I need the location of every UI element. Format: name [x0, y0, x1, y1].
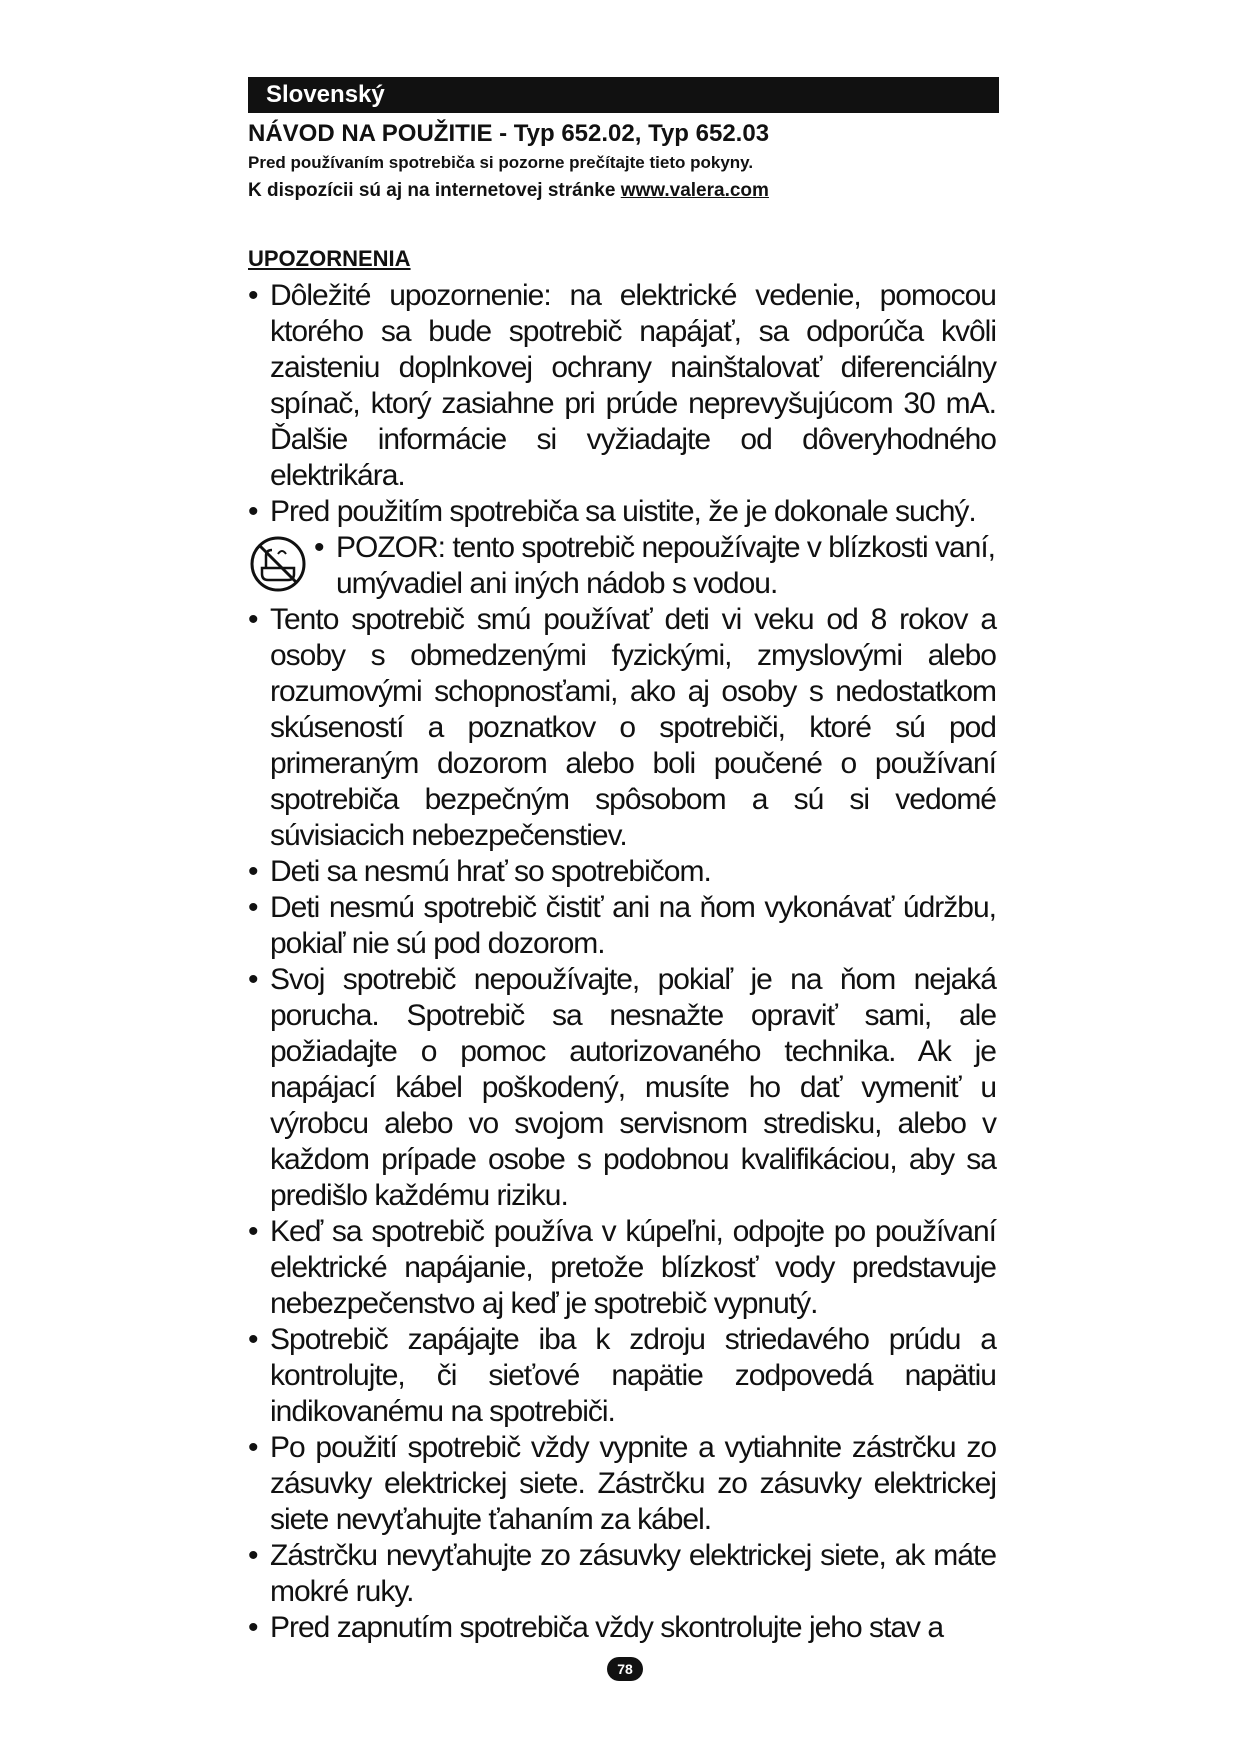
- language-label: Slovenský: [266, 81, 385, 108]
- bullet: •: [248, 891, 258, 924]
- warning-text: Dôležité upozornenie: na elektrické vedenie, pomocou ktorého sa bude spotrebič napájať, sa odporúča kvôli zaisteniu doplnkovej ochrany nainštalovať diferenciálny spínač, ktorý zasiahne pri prúde neprevyšujúcom 30 mA. Ďalšie informácie si vyžiadajte od dôveryhodného elektrikára.: [270, 279, 996, 492]
- warning-item: [248, 494, 996, 530]
- bullet: •: [248, 855, 258, 888]
- warning-item: [248, 1538, 996, 1610]
- manual-title: NÁVOD NA POUŽITIE - Typ 652.02, Typ 652.03: [248, 120, 770, 147]
- warning-item-bath: [248, 530, 996, 602]
- website-note: [248, 180, 769, 202]
- bullet: •: [248, 603, 258, 636]
- warning-item: [248, 1610, 996, 1646]
- bullet: •: [248, 963, 258, 996]
- warning-text: Tento spotrebič smú používať deti vi veku od 8 rokov a osoby s obmedzenými fyzickými, zmyslovými alebo rozumovými schopnosťami, ako aj osoby s nedostatkom skúseností a poznatkov o spotrebiči, ktoré sú pod primeraným dozorom alebo boli poučené o používaní spotrebiča bezpečným spôsobom a sú si vedomé súvisiacich nebezpečenstiev.: [270, 603, 996, 852]
- bullet: •: [248, 279, 258, 312]
- warning-text: Svoj spotrebič nepoužívajte, pokiaľ je na ňom nejaká porucha. Spotrebič sa nesnažte opraviť sami, ale požiadajte o pomoc autorizovaného technika. Ak je napájací kábel poškodený, musíte ho dať vymeniť u výrobcu alebo vo svojom servisnom stredisku, alebo v každom prípade osobe s podobnou kvalifikáciou, aby sa predišlo každému riziku.: [270, 963, 996, 1212]
- read-instructions-note: Pred používaním spotrebiča si pozorne prečítajte tieto pokyny.: [248, 153, 754, 172]
- bullet: •: [248, 1431, 258, 1464]
- warning-text: Spotrebič zapájajte iba k zdroju striedavého prúdu a kontrolujte, či sieťové napätie zodpovedá napätiu indikovanému na spotrebiči.: [270, 1323, 996, 1428]
- warning-text: Deti nesmú spotrebič čistiť ani na ňom vykonávať údržbu, pokiaľ nie sú pod dozorom.: [270, 891, 996, 960]
- bullet: •: [248, 1539, 258, 1572]
- bullet: •: [248, 1611, 258, 1644]
- no-bathtub-icon: [248, 534, 308, 594]
- bullet: •: [314, 531, 324, 564]
- warning-text: Keď sa spotrebič používa v kúpeľni, odpojte po používaní elektrické napájanie, pretože blízkosť vody predstavuje nebezpečenstvo aj keď je spotrebič vypnutý.: [270, 1215, 996, 1320]
- warning-item: [248, 278, 996, 494]
- warning-text: Po použití spotrebič vždy vypnite a vytiahnite zástrčku zo zásuvky elektrickej siete. Zástrčku zo zásuvky elektrickej siete nevyťahujte ťahaním za kábel.: [270, 1431, 996, 1536]
- warning-item: [248, 962, 996, 1214]
- bullet: •: [248, 495, 258, 528]
- warning-text: Pred použitím spotrebiča sa uistite, že je dokonale suchý.: [270, 495, 976, 528]
- warning-item: [248, 1430, 996, 1538]
- warning-item: [248, 1214, 996, 1322]
- website-note-text: K dispozícii sú aj na internetovej stránke: [248, 180, 616, 201]
- website-link[interactable]: www.valera.com: [620, 180, 769, 201]
- page-number-badge: [607, 1657, 643, 1681]
- warning-text: Zástrčku nevyťahujte zo zásuvky elektrickej siete, ak máte mokré ruky.: [270, 1539, 996, 1608]
- bullet: •: [248, 1323, 258, 1356]
- language-header-bar: [248, 77, 999, 113]
- bullet: •: [248, 1215, 258, 1248]
- warning-item: [248, 1322, 996, 1430]
- warning-item: [248, 854, 996, 890]
- warning-item: [248, 602, 996, 854]
- warnings-list: [248, 278, 996, 1646]
- warning-text: Deti sa nesmú hrať so spotrebičom.: [270, 855, 711, 888]
- warning-item: [248, 890, 996, 962]
- page-number: 78: [617, 1661, 633, 1677]
- warning-text: POZOR: tento spotrebič nepoužívajte v blízkosti vaní, umývadiel ani iných nádob s vodou.: [336, 531, 996, 600]
- warning-text: Pred zapnutím spotrebiča vždy skontrolujte jeho stav a: [270, 1611, 944, 1644]
- warnings-heading: UPOZORNENIA: [248, 246, 411, 271]
